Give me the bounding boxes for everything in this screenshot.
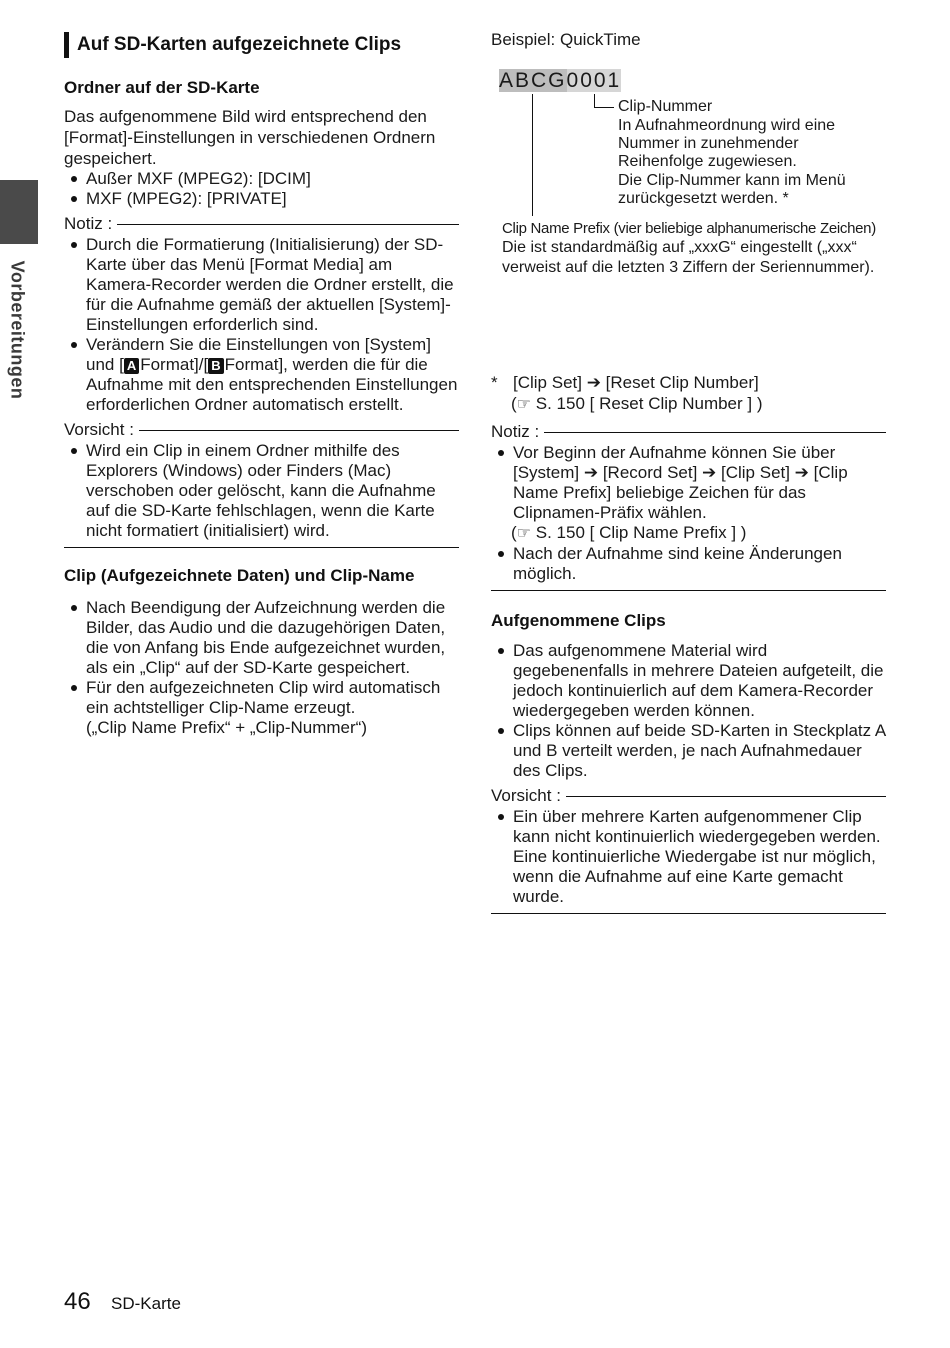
page-number: 46	[64, 1288, 91, 1315]
divider	[64, 547, 459, 548]
vorsicht-list	[491, 807, 886, 907]
notiz-bullet2-part-b: Format]/[	[140, 355, 209, 374]
list-item: Wird ein Clip in einem Ordner mithilfe des Explorers (Windows) oder Finders (Mac) verschoben oder gelöscht, kann die Aufnahme auf die SD-Karte fehlschlagen, wenn die Karte nicht formatiert (initialisiert) wird.	[64, 441, 459, 541]
chapter-label: Vorbereitungen	[7, 260, 28, 400]
vorsicht-heading	[491, 785, 886, 807]
notiz-label: Notiz :	[64, 214, 113, 233]
hand-pointer-icon: ☞	[516, 396, 532, 413]
divider	[491, 590, 886, 591]
clip-number-reset-desc: Die Clip-Nummer kann im Menü zurückgesetzt werden. *	[618, 172, 846, 207]
format-b-badge: B	[208, 358, 223, 374]
clip-bullet2-text: Für den aufgezeichneten Clip wird automatisch ein achtstelliger Clip-Name erzeugt.	[86, 678, 441, 717]
notiz-bullet2-part-a: Verändern Sie die Einstellungen von [System] und [	[86, 335, 431, 374]
list-item: Durch die Formatierung (Initialisierung) der SD-Karte über das Menü [Format Media] am Kamera-Recorder werden die Ordner erstellt, die für die Aufnahme gemäß der aktuellen [System]-Einstellungen erforderlich sind.	[64, 235, 459, 335]
list-item: Vor Beginn der Aufnahme können Sie über [System] ➔ [Record Set] ➔ [Clip Set] ➔ [Clip Name Prefix] beliebige Zeichen für das Clipnamen-Präfix wählen.	[491, 443, 886, 523]
prefix-label: Clip Name Prefix (vier beliebige alphanumerische Zeichen)	[502, 220, 876, 237]
clip-number-desc: In Aufnahmeordnung wird eine Nummer in zunehmender Reihenfolge zugewiesen.	[618, 117, 836, 170]
recorded-list	[491, 641, 886, 781]
vorsicht-label: Vorsicht :	[491, 786, 561, 805]
hand-pointer-icon: ☞	[516, 525, 532, 542]
list-item	[64, 335, 459, 415]
format-a-badge: A	[124, 358, 139, 374]
clip-heading: Clip (Aufgezeichnete Daten) und Clip-Name	[64, 566, 415, 585]
list-item: Ein über mehrere Karten aufgenommener Clip kann nicht kontinuierlich wiedergegeben werden. Eine kontinuierliche Wiedergabe ist nur möglich, wenn die Aufnahme auf eine Karte gemacht wurde.	[491, 807, 886, 907]
right-column	[491, 30, 886, 914]
notiz-bullet2-part-c: Format], werden die für die Aufnahme mit den entsprechenden Einstellungen erforderlichen Ordner automatisch erstellt.	[86, 355, 458, 414]
clip-name-example	[499, 68, 621, 94]
clip-list	[64, 598, 459, 738]
list-item	[64, 678, 459, 738]
number-connector-line	[594, 94, 595, 108]
divider	[544, 432, 886, 433]
divider	[491, 913, 886, 914]
folder-text: Das aufgenommene Bild wird entsprechend den [Format]-Einstellungen in verschiedenen Ordnern gespeichert.	[64, 107, 436, 168]
clip-code-prefix: ABCG	[499, 69, 567, 92]
list-item: Nach Beendigung der Aufzeichnung werden die Bilder, das Audio und die dazugehörigen Daten, die von Anfang bis Ende aufgezeichnet wurden, als ein „Clip“ auf der SD-Karte gespeichert.	[64, 598, 459, 678]
footer-section: SD-Karte	[111, 1294, 181, 1313]
left-column	[64, 30, 459, 738]
vorsicht-heading	[64, 419, 459, 441]
prefix-desc: Die ist standardmäßig auf „xxxG“ eingestellt („xxx“ verweist auf die letzten 3 Ziffern der Seriennummer).	[502, 239, 875, 276]
footnote-ref[interactable]: (☞ S. 150 [ Reset Clip Number ] )	[511, 394, 763, 413]
notiz-ref-text: S. 150 [ Clip Name Prefix ] )	[535, 523, 747, 542]
divider	[566, 796, 886, 797]
clip-bullet2-formula: („Clip Name Prefix“ + „Clip-Nummer“)	[86, 718, 367, 737]
chapter-tab	[0, 180, 38, 244]
vorsicht-list	[64, 441, 459, 541]
notiz-list	[491, 443, 886, 523]
divider	[117, 224, 459, 225]
recorded-heading: Aufgenommene Clips	[491, 611, 666, 630]
list-item: Nach der Aufnahme sind keine Änderungen möglich.	[491, 544, 886, 584]
list-item: Das aufgenommene Material wird gegebenenfalls in mehrere Dateien aufgeteilt, die jedoch kontinuierlich auf dem Kamera-Recorder wiedergegeben werden können.	[491, 641, 886, 721]
notiz-heading	[64, 213, 459, 235]
vorsicht-label: Vorsicht :	[64, 420, 134, 439]
folder-heading: Ordner auf der SD-Karte	[64, 78, 260, 97]
list-item: MXF (MPEG2): [PRIVATE]	[64, 189, 459, 209]
list-item: Clips können auf beide SD-Karten in Steckplatz A und B verteilt werden, je nach Aufnahmedauer des Clips.	[491, 721, 886, 781]
section-title-bar	[64, 32, 69, 58]
number-connector-line	[594, 107, 614, 108]
folder-list	[64, 169, 459, 209]
footnote-text: [Clip Set] ➔ [Reset Clip Number]	[513, 373, 759, 392]
prefix-connector-line	[532, 94, 533, 216]
clip-name-diagram	[491, 68, 886, 300]
notiz-label: Notiz :	[491, 422, 540, 441]
example-label: Beispiel: QuickTime	[491, 30, 641, 49]
footnote-ref-text: S. 150 [ Reset Clip Number ] )	[535, 394, 763, 413]
section-title-text: Auf SD-Karten aufgezeichnete Clips	[77, 34, 402, 55]
divider	[139, 430, 459, 431]
section-title	[64, 32, 459, 58]
notiz-list-2	[491, 544, 886, 584]
notiz-ref[interactable]: (☞ S. 150 [ Clip Name Prefix ] )	[511, 523, 747, 542]
list-item: Außer MXF (MPEG2): [DCIM]	[64, 169, 459, 189]
notiz-heading	[491, 421, 886, 443]
clip-number-title: Clip-Nummer	[618, 98, 713, 115]
notiz-list	[64, 235, 459, 415]
footnote-star: *	[491, 373, 498, 392]
clip-code-number: 0001	[566, 69, 622, 92]
footnote	[491, 372, 886, 394]
